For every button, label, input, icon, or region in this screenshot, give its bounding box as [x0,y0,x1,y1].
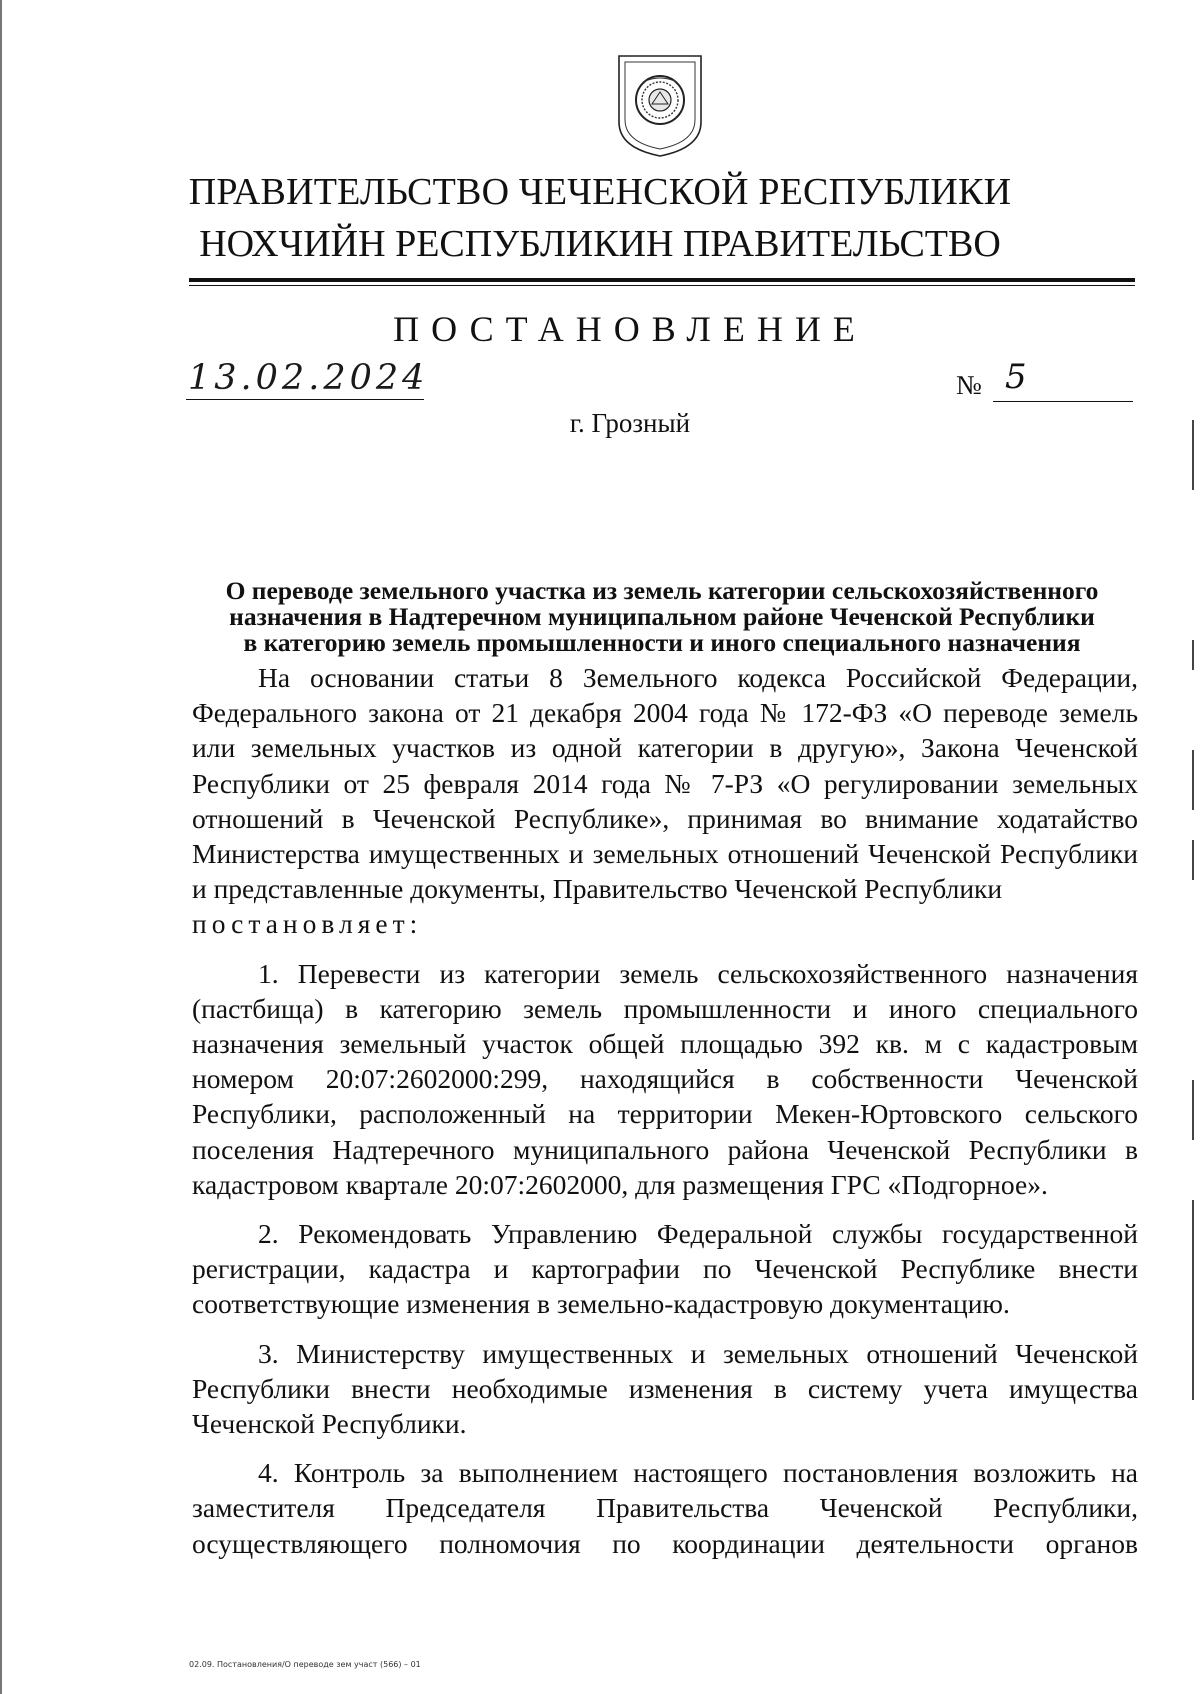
header-rule [189,278,1135,282]
resolves-word: постановляет: [192,908,423,940]
item-3 [192,1336,1138,1442]
header-rule-thin [189,285,1135,286]
text-line: отношений в Чеченской Республике», принимая во внимание ходатайство [192,802,1138,834]
text-line: 2. Рекомендовать Управлению Федеральной службы государственной [258,1218,1138,1250]
text-line: 4. Контроль за выполнением настоящего постановления возложить на [258,1457,1138,1489]
text-line: заместителя Председателя Правительства Чеченской Республики, [192,1492,1138,1524]
subject-line: О переводе земельного участка из земель категории сельскохозяйственного [225,576,1099,605]
text-line: На основании статьи 8 Земельного кодекса Российской Федерации, [258,662,1138,693]
document-date: 13.02.2024 [188,358,429,398]
item-1 [192,956,1138,1202]
text-line: осуществляющего полномочия по координации деятельности органов [192,1527,1138,1559]
text-line: или земельных участков из одной категории в другую», Закона Чеченской [192,732,1138,764]
document-body [192,660,1138,1561]
city: г. Грозный [569,408,691,438]
text-line: Министерства имущественных и земельных отношений Чеченской Республики [192,838,1138,870]
preamble-paragraph [192,660,1138,942]
number-label: № [956,370,982,400]
text-line: Республики от 25 февраля 2014 года № 7-РЗ «О регулировании земельных [192,767,1138,799]
text-line: регистрации, кадастра и картографии по Чеченской Республике внести [192,1253,1138,1285]
text-line: (пастбища) в категорию земель промышленности и иного специального [192,992,1138,1024]
text-line: соответствующие изменения в земельно-кадастровую документацию. [192,1288,1010,1320]
text-line: 1. Перевести из категории земель сельскохозяйственного назначения [258,957,1138,989]
scan-edge [1192,1200,1194,1400]
text-line: Республики, расположенный на территории Мекен-Юртовского сельского [192,1098,1138,1130]
document-subject [189,578,1135,656]
number-underline [993,401,1133,402]
text-line: 3. Министерству имущественных и земельных отношений Чеченской [258,1337,1138,1369]
coat-of-arms-emblem [615,52,705,160]
document-type: ПОСТАНОВЛЕНИЕ [393,309,867,349]
organization-name: ПРАВИТЕЛЬСТВО ЧЕЧЕНСКОЙ РЕСПУБЛИКИ [188,171,1012,213]
text-line: кадастровом квартале 20:07:2602000, для размещения ГРС «Подгорное». [192,1168,1048,1200]
text-line: и представленные документы, Правительство Чеченской Республики [192,873,1003,905]
scan-edge [1192,640,1194,670]
subject-line: назначения в Надтеречном муниципальном районе Чеченской Республики [229,602,1095,631]
text-line: Республики внести необходимые изменения в систему учета имущества [192,1372,1138,1404]
item-2 [192,1216,1138,1322]
item-4 [192,1455,1138,1561]
subject-line: в категорию земель промышленности и иного специального назначения [243,628,1081,657]
footer-file-code: 02.09. Постановления/О переводе зем участ (566) – 01 [189,1660,421,1669]
text-line: номером 20:07:2602000:299, находящийся в собственности Чеченской [192,1063,1138,1095]
scan-edge [1192,750,1194,810]
date-underline [186,399,424,400]
scan-edge [1192,840,1194,880]
scan-edge [1192,1080,1194,1140]
text-line: назначения земельный участок общей площадью 392 кв. м с кадастровым [192,1028,1138,1060]
document-number: 5 [1005,357,1027,397]
text-line: Федерального закона от 21 декабря 2004 года № 172-ФЗ «О переводе земель [192,697,1138,729]
organization-name-chechen: НОХЧИЙН РЕСПУБЛИКИН ПРАВИТЕЛЬСТВО [199,223,1001,265]
text-line: поселения Надтеречного муниципального района Чеченской Республики в [192,1133,1138,1165]
text-line: Чеченской Республики. [192,1408,467,1440]
